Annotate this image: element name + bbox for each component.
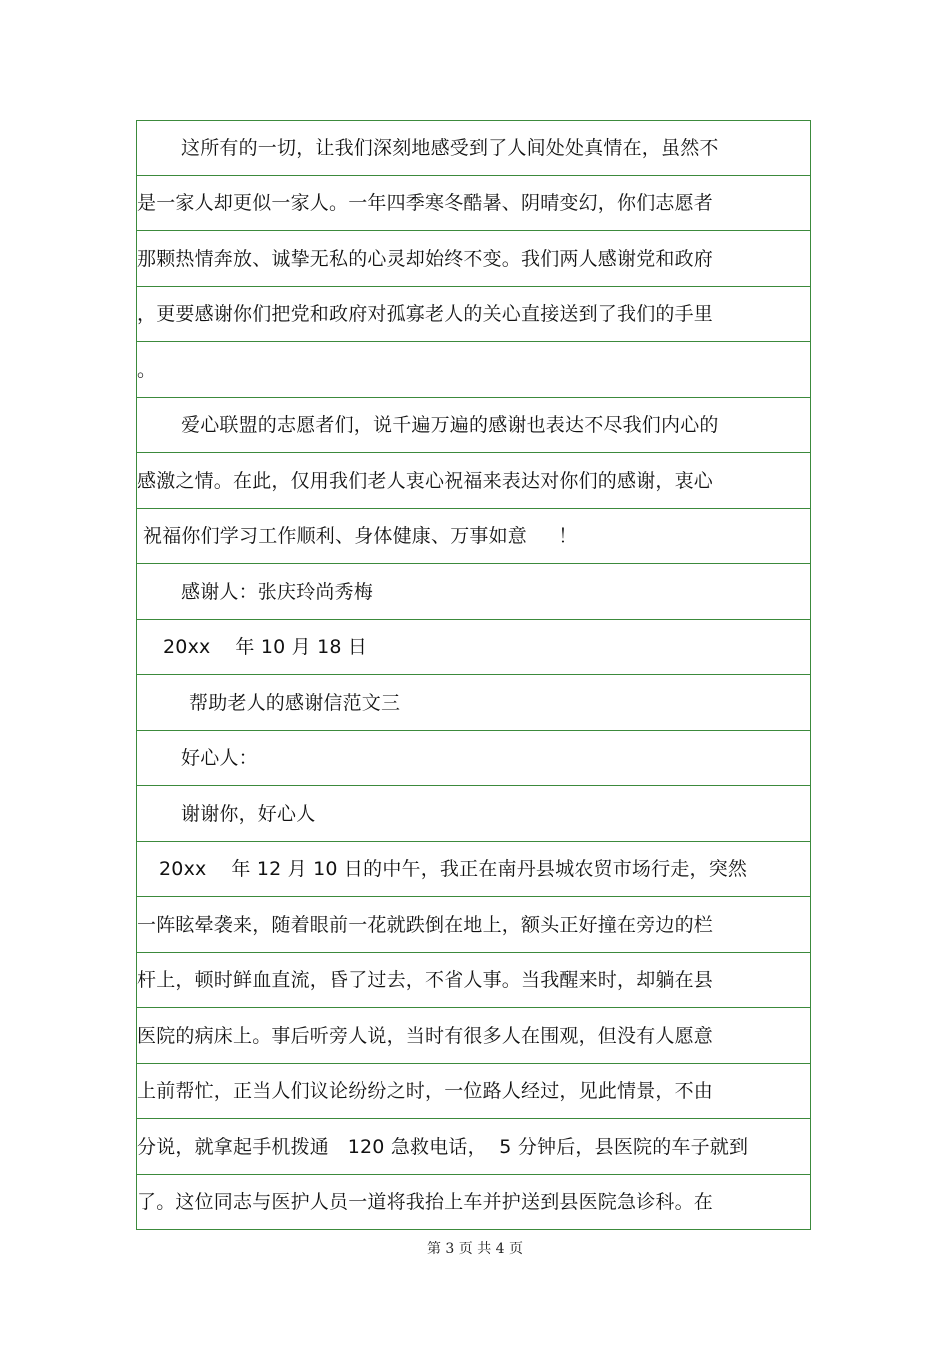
line-text: 20xx 年 12 月 10 日的中午，我正在南丹县城农贸市场行走，突然 — [159, 858, 748, 880]
document-line-12 — [137, 731, 810, 786]
line-text: 感激之情。在此，仅用我们老人衷心祝福来表达对你们的感谢，衷心 — [137, 470, 714, 492]
document-line-18 — [137, 1064, 810, 1119]
document-line-15 — [137, 898, 810, 953]
line-text: 一阵眩晕袭来，随着眼前一花就跌倒在地上，额头正好撞在旁边的栏 — [137, 914, 714, 936]
line-text: 杆上，顿时鲜血直流，昏了过去，不省人事。当我醒来时，却躺在县 — [137, 969, 714, 991]
line-text: ，更要感谢你们把党和政府对孤寡老人的关心直接送到了我们的手里 — [137, 303, 714, 325]
document-line-6 — [137, 398, 810, 453]
line-text: 爱心联盟的志愿者们，说千遍万遍的感谢也表达不尽我们内心的 — [181, 414, 719, 436]
line-text: 是一家人却更似一家人。一年四季寒冬酷暑、阴晴变幻，你们志愿者 — [137, 192, 714, 214]
document-line-2 — [137, 176, 810, 231]
line-text: 了。这位同志与医护人员一道将我抬上车并护送到县医院急诊科。在 — [137, 1191, 714, 1213]
line-text: 分说，就拿起手机拨通 120 急救电话， 5 分钟后，县医院的车子就到 — [137, 1136, 749, 1158]
document-line-8 — [137, 509, 810, 564]
document-line-20 — [137, 1175, 810, 1230]
document-line-1 — [137, 121, 810, 176]
document-frame — [136, 120, 811, 1230]
document-line-5 — [137, 343, 810, 398]
document-line-13 — [137, 787, 810, 842]
document-line-9 — [137, 565, 810, 620]
line-text: 那颗热情奔放、诚挚无私的心灵却始终不变。我们两人感谢党和政府 — [137, 248, 714, 270]
line-text: 感谢人：张庆玲尚秀梅 — [181, 581, 374, 603]
line-text: 上前帮忙，正当人们议论纷纷之时，一位路人经过，见此情景，不由 — [137, 1080, 714, 1102]
page-number-footer: 第 3 页 共 4 页 — [426, 1241, 524, 1257]
document-line-3 — [137, 232, 810, 287]
document-line-14 — [137, 842, 810, 897]
line-text: 医院的病床上。事后听旁人说，当时有很多人在围观，但没有人愿意 — [137, 1025, 714, 1047]
document-line-11 — [137, 676, 810, 731]
document-line-17 — [137, 1009, 810, 1064]
date-line: 20xx 年 10 月 18 日 — [163, 636, 368, 658]
line-text: 谢谢你，好心人 — [181, 803, 316, 825]
section-title: 帮助老人的感谢信范文三 — [189, 692, 401, 714]
line-text: 。 — [137, 359, 157, 381]
line-text: 祝福你们学习工作顺利、身体健康、万事如意 ！ — [143, 525, 578, 547]
document-line-16 — [137, 953, 810, 1008]
document-line-19 — [137, 1120, 810, 1175]
salutation: 好心人： — [181, 747, 258, 769]
line-text: 这所有的一切，让我们深刻地感受到了人间处处真情在，虽然不 — [181, 137, 719, 159]
document-line-7 — [137, 454, 810, 509]
document-line-4 — [137, 287, 810, 342]
document-line-10 — [137, 620, 810, 675]
